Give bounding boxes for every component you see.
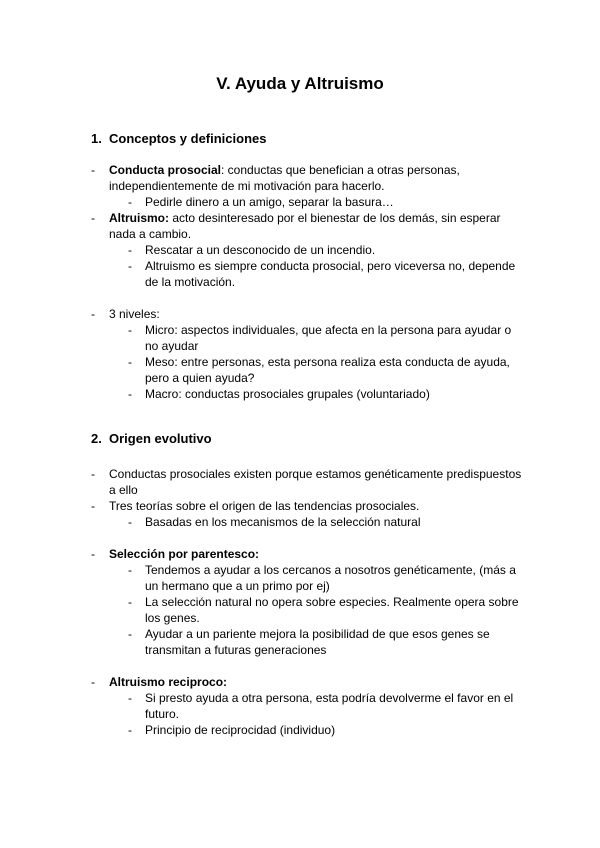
- micro-line-2: no ayudar: [145, 339, 199, 353]
- origen-p2-sub: Basadas en los mecanismos de la selección natural: [145, 515, 421, 529]
- seleccion-2-line-1: La selección natural no opera sobre especies. Realmente opera sobre: [145, 595, 519, 609]
- section-1-title: Conceptos y definiciones: [109, 131, 267, 146]
- prosocial-def-1: : conductas que benefician a otras personas,: [221, 163, 460, 177]
- prosocial-example: Pedirle dinero a un amigo, separar la basura…: [145, 195, 394, 209]
- origen-p1-line-1: Conductas prosociales existen porque estamos genéticamente predispuestos: [109, 467, 522, 481]
- micro-line-1: Micro: aspectos individuales, que afecta en la persona para ayudar o: [145, 323, 512, 337]
- origen-p1-line-2: a ello: [109, 483, 138, 497]
- prosocial-line-1: [109, 162, 460, 178]
- section-1-heading: [91, 131, 266, 147]
- bullet-dash: -: [128, 323, 132, 337]
- seleccion-3-line-2: transmitan a futuras generaciones: [145, 643, 327, 657]
- bullet-dash: -: [128, 259, 132, 273]
- document-title: V. Ayuda y Altruismo: [216, 74, 384, 93]
- reciproco-heading: Altruismo reciproco:: [109, 675, 228, 689]
- meso-line-2: pero a quien ayuda?: [145, 371, 255, 385]
- bullet-dash: -: [91, 307, 95, 321]
- section-2-heading: [91, 431, 212, 447]
- bullet-dash: -: [128, 595, 132, 609]
- seleccion-3-line-1: Ayudar a un pariente mejora la posibilidad de que esos genes se: [145, 627, 490, 641]
- prosocial-line-2: independientemente de mi motivación para hacerlo.: [109, 179, 385, 193]
- bullet-dash: -: [91, 211, 95, 225]
- macro-line: Macro: conductas prosociales grupales (voluntariado): [145, 387, 430, 401]
- meso-line-1: Meso: entre personas, esta persona realiza esta conducta de ayuda,: [145, 355, 510, 369]
- niveles-line: 3 niveles:: [109, 307, 160, 321]
- bullet-dash: -: [128, 243, 132, 257]
- bullet-dash: -: [128, 355, 132, 369]
- bullet-dash: -: [91, 163, 95, 177]
- altruismo-line-2: nada a cambio.: [109, 227, 192, 241]
- reciproco-1-line-1: Si presto ayuda a otra persona, esta podría devolverme el favor en el: [145, 691, 514, 705]
- altruismo-def-1: acto desinteresado por el bienestar de los demás, sin esperar: [169, 211, 501, 225]
- bullet-dash: -: [91, 547, 95, 561]
- section-2-title: Origen evolutivo: [109, 431, 212, 446]
- bullet-dash: -: [128, 195, 132, 209]
- bullet-dash: -: [91, 499, 95, 513]
- seleccion-1-line-2: un hermano que a un primo por ej): [145, 579, 330, 593]
- altruismo-line-1: [109, 210, 501, 226]
- bullet-dash: -: [128, 627, 132, 641]
- bullet-dash: -: [91, 467, 95, 481]
- seleccion-2-line-2: los genes.: [145, 611, 200, 625]
- seleccion-heading: Selección por parentesco:: [109, 547, 260, 561]
- bullet-dash: -: [91, 675, 95, 689]
- prosocial-term: Conducta prosocial: [109, 163, 222, 177]
- reciproco-2-line: Principio de reciprocidad (individuo): [145, 723, 336, 737]
- reciproco-1-line-2: futuro.: [145, 707, 180, 721]
- bullet-dash: -: [128, 691, 132, 705]
- bullet-dash: -: [128, 723, 132, 737]
- altruismo-example-2b: de la motivación.: [145, 275, 236, 289]
- origen-p2-line: Tres teorías sobre el origen de las tendencias prosociales.: [109, 499, 420, 513]
- section-2-number: 2.: [91, 431, 102, 446]
- seleccion-1-line-1: Tendemos a ayudar a los cercanos a nosotros genéticamente, (más a: [145, 563, 516, 577]
- bullet-dash: -: [128, 515, 132, 529]
- bullet-dash: -: [128, 563, 132, 577]
- section-1-number: 1.: [91, 131, 102, 146]
- altruismo-term: Altruismo:: [109, 211, 169, 225]
- altruismo-example-2a: Altruismo es siempre conducta prosocial, pero viceversa no, depende: [145, 259, 516, 273]
- bullet-dash: -: [128, 387, 132, 401]
- altruismo-example-1: Rescatar a un desconocido de un incendio.: [145, 243, 376, 257]
